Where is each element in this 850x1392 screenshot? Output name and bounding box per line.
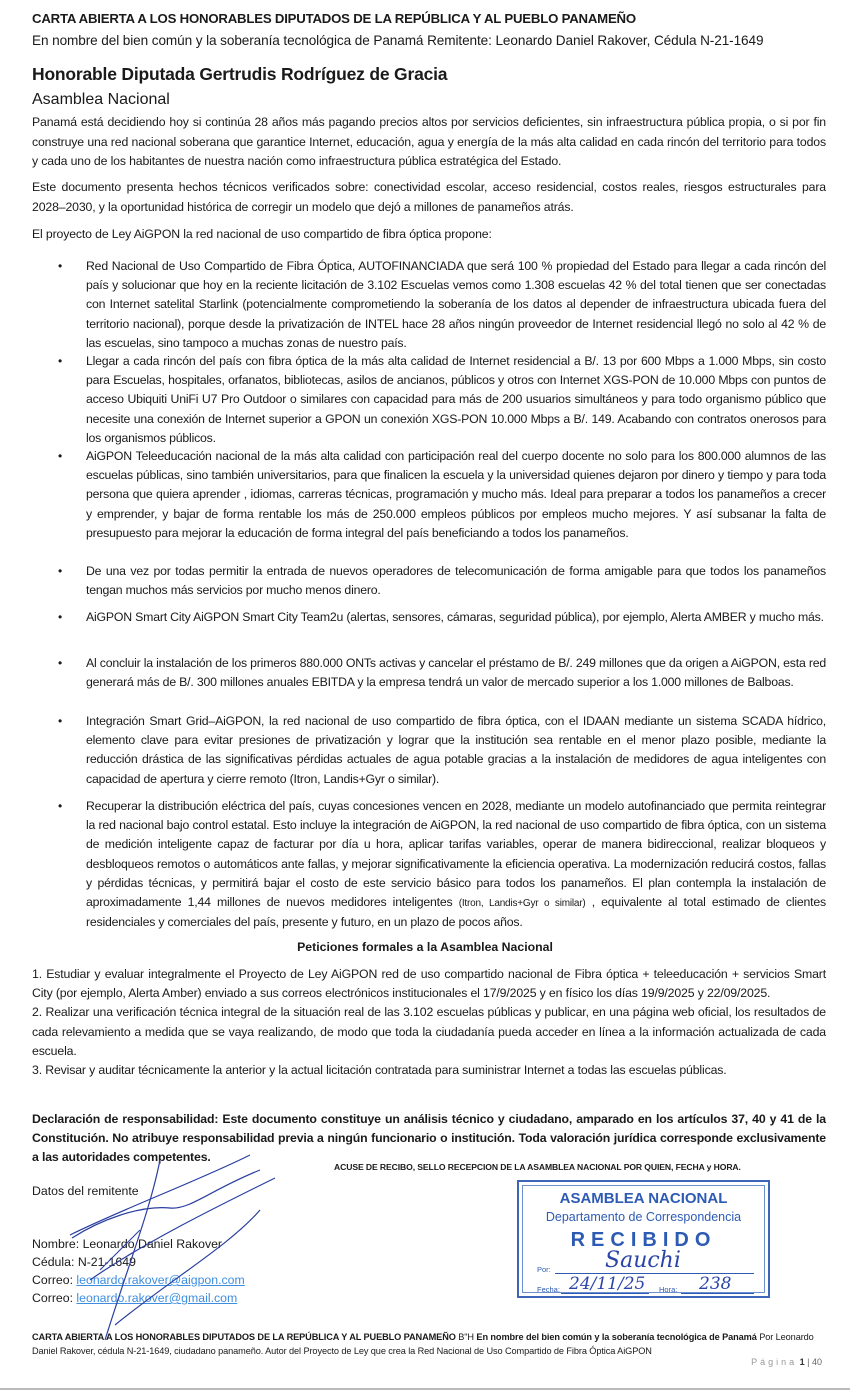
sender-heading: Datos del remitente (32, 1184, 139, 1198)
bullet-icon: • (58, 799, 63, 813)
list-item (58, 608, 826, 627)
letter-subtitle: En nombre del bien común y la soberanía tecnológica de Panamá Remitente: Leonardo Daniel Rakover, Cédula N-21-1649 (32, 33, 764, 48)
petition-item: 2. Realizar una verificación técnica integral de la situación real de las 3.102 escuelas públicas y publicar, en una página web oficial, los resultados de cada relevamiento a medida que se vaya realizando, de modo que toda la ciudadanía pueda acceder en línea a la información actualizada de cada escuela. (32, 1005, 826, 1058)
footer-title: CARTA ABIERTA A LOS HONORABLES DIPUTADOS DE LA REPÚBLICA Y AL PUEBLO PANAMEÑO (32, 1332, 456, 1342)
stamp-por-handwriting: Sauchi (605, 1248, 681, 1273)
acknowledgement-caption: ACUSE DE RECIBO, SELLO RECEPCION DE LA ASAMBLEA NACIONAL POR QUIEN, FECHA y HORA. (334, 1162, 741, 1172)
list-item (58, 562, 826, 600)
sender-name-label: Nombre: (32, 1237, 83, 1251)
page-bottom-edge (0, 1388, 850, 1390)
responsibility-declaration: Declaración de responsabilidad: Este documento constituye un análisis técnico y ciudadano, amparado en los artículos 37, 40 y 41 de la Constitución. No atribuye responsabilidad previa a ningún funcionario o institución. Toda valoración jurídica corresponde exclusivamente a las autoridades competentes. (32, 1112, 826, 1164)
footer-subtitle: En nombre del bien común y la soberanía tecnológica de Panamá (476, 1332, 757, 1342)
list-item-text: AiGPON Smart City AiGPON Smart City Team2u (alertas, sensores, cámaras, seguridad pública), por ejemplo, Alerta AMBER y mucho más. (86, 610, 824, 624)
page-total: 40 (811, 1357, 822, 1367)
list-item-text: , equivalente al total estimado de clientes residenciales y comerciales del país, presente y futuro, en un plazo de pocos años. (86, 895, 826, 930)
intro-paragraph: Este documento presenta hechos técnicos verificados sobre: conectividad escolar, acceso residencial, costos reales, riesgos estructurales para 2028–2030, y la oportunidad histórica de corregir un modelo que dejó a millones de panameños atrás. (32, 180, 826, 214)
list-item-text: Al concluir la instalación de los primeros 880.000 ONTs activas y cancelar el préstamo de B/. 249 millones que da origen a AiGPON, esta red generará más de B/. 300 millones anuales EBITDA y la empresa tendrá un valor de mercado superior a los 1.000 millones de Balboas. (86, 656, 826, 690)
stamp-por-label: Por: (537, 1265, 551, 1274)
proposals-lead: El proyecto de Ley AiGPON la red nacional de uso compartido de fibra óptica propone: (32, 227, 492, 241)
stamp-fecha-handwriting: 24/11/25 (569, 1274, 646, 1294)
list-item (58, 257, 826, 353)
page-footer (32, 1330, 826, 1358)
page-current: 1 (799, 1357, 805, 1367)
list-item (58, 797, 826, 932)
petition-item: 1. Estudiar y evaluar integralmente el Proyecto de Ley AiGPON red de uso compartido nacional de Fibra óptica + teleeducación + servicios Smart City (por ejemplo, Alerta Amber) enviado a sus correos electrónicos institucionales el 17/9/2025 y en físico los días 19/9/2025 y 22/09/2025. (32, 967, 826, 1001)
bullet-icon: • (58, 449, 63, 463)
sender-email-label: Correo: (32, 1291, 77, 1305)
petitions-list (32, 965, 826, 1080)
footer-text: B"H (455, 1332, 477, 1342)
sender-id: N-21-1649 (77, 1255, 136, 1269)
list-item (58, 447, 826, 543)
bullet-icon: • (58, 656, 63, 670)
stamp-hora-label: Hora: (659, 1285, 678, 1294)
addressee-name: Honorable Diputada Gertrudis Rodríguez de Gracia (32, 64, 448, 84)
list-item (58, 712, 826, 789)
sender-email-label: Correo: (32, 1273, 77, 1287)
list-item (58, 654, 826, 692)
stamp-received: RECIBIDO (570, 1229, 717, 1251)
addressee-organization: Asamblea Nacional (32, 91, 170, 108)
bullet-icon: • (58, 610, 63, 624)
petition-item: 3. Revisar y auditar técnicamente la anterior y la actual licitación contratada para suministrar Internet a todas las escuelas públicas. (32, 1063, 727, 1078)
list-item-note: (Itron, Landis+Gyr o similar) (458, 898, 586, 910)
sender-name: Leonardo Daniel Rakover (82, 1237, 223, 1251)
bullet-icon: • (58, 564, 63, 578)
reception-stamp (517, 1180, 770, 1298)
email-link[interactable]: leonardo.rakover@aigpon.com (76, 1273, 245, 1287)
list-item-text: Recuperar la distribución eléctrica del país, cuyas concesiones vencen en 2028, mediante un modelo autofinanciado que permita reintegrar la red nacional bajo control estatal. Esto incluye la integración de AiGPON, la red nacional de uso compartido de fibra óptica, con un sistema de medición inteligente capaz de facturar por día u hora, aplicar tarifas variables, operar de manera bidireccional, realizar bloqueos y desbloqueos remotos o automáticos ante fallas, y mejorar significativamente la eficiencia operativa. La modernización reducirá costos, fallas y pérdidas técnicas, y permitirá bajar el costo de este servicio básico para todos los panameños. El plan contempla la instalación de aproximadamente 1,44 millones de nuevos medidores inteligentes (86, 799, 826, 910)
stamp-institution: ASAMBLEA NACIONAL (559, 1190, 728, 1207)
letter-title: CARTA ABIERTA A LOS HONORABLES DIPUTADOS DE LA REPÚBLICA Y AL PUEBLO PANAMEÑO (32, 11, 636, 26)
stamp-fecha-label: Fecha: (537, 1285, 560, 1294)
list-item-text: Llegar a cada rincón del país con fibra óptica de la más alta calidad de Internet residencial a B/. 13 por 600 Mbps a 1.000 Mbps, sin costo para Escuelas, hospitales, orfanatos, bibliotecas, asilos de ancianos, públicos y otros con Internet XGS-PON de 10.000 Mbps con puntos de acceso Ubiquiti UniFi U7 Pro Outdoor o similares con capacidad para más de 200 usuarios simultáneos y para todo organismo público que necesite una conexión de Internet superior a GPON un conexión XGS-PON 10.000 Mbps a B/. 149. Acabando con contratos onerosos para los organismos públicos. (86, 354, 826, 445)
list-item-text: De una vez por todas permitir la entrada de nuevos operadores de telecomunicación de forma amigable para que todos los panameños tengan muchos más servicios por mucho menos dinero. (86, 564, 826, 598)
bullet-icon: • (58, 714, 63, 728)
stamp-hora-handwriting: 238 (699, 1274, 732, 1294)
intro-paragraph: Panamá está decidiendo hoy si continúa 28 años más pagando precios altos por servicios deficientes, sin infraestructura pública propia, o si por fin construye una red nacional soberana que garantice Internet, educación, agua y energía de la más alta calidad en cada rincón del territorio para todos y cada uno de los habitantes de nuestra nación como infraestructura pública estratégica del Estado. (32, 115, 826, 168)
bullet-icon: • (58, 354, 63, 368)
list-item-text: Red Nacional de Uso Compartido de Fibra Óptica, AUTOFINANCIADA que será 100 % propiedad del Estado para llegar a cada rincón del país y solucionar que hoy en la reciente licitación de 3.102 Escuelas vemos como 1.308 escuelas 42 % del total tienen que ser conectadas con Internet satelital Starlink (potencialmente comprometiendo la soberanía de los datos al depender de infraestructura ubicada fuera del territorio nacional), porque desde la privatización de INTEL hace 28 años ningún proveedor de Internet residencial llegó no solo al 42 % de las escuelas, sino tampoco a muchas zonas de nuestro país. (86, 259, 826, 350)
list-item (58, 352, 826, 448)
list-item-text: AiGPON Teleeducación nacional de la más alta calidad con participación real del cuerpo docente no solo para los 800.000 alumnos de las escuelas públicas, sino también universitarios, para que finalicen la escuela y la universidad quienes dejaron por dinero y tiempo y para toda persona que quiera aprender , idiomas, carreras técnicas, programación y mucho más. Ideal para preparar a todos los panameños a crecer y emprender, y bajar de forma rentable los más de 250.000 empleos públicos por empleos mucho mejores. Y así subsanar la falta de presupuesto para mejorar la educación de forma integral del país beneficiando a todos los panameños. (86, 449, 826, 540)
petitions-heading: Peticiones formales a la Asamblea Nacional (297, 940, 553, 954)
bullet-icon: • (58, 259, 63, 273)
page-separator: | (804, 1357, 812, 1367)
email-link[interactable]: leonardo.rakover@gmail.com (76, 1291, 238, 1305)
list-item-text: Integración Smart Grid–AiGPON, la red nacional de uso compartido de fibra óptica, con el IDAAN mediante un sistema SCADA hídrico, elemento clave para evitar presiones de privatización y lograr que la institución sea rentable en el menor plazo posible, mediante la reducción drástica de las significativas pérdidas actuales de agua potable gracias a la instalación de medidores de agua inteligentes con capacidad de apertura y cierre remoto (Itron, Landis+Gyr o similar). (86, 714, 826, 786)
page-word: Página (751, 1357, 798, 1367)
sender-id-label: Cédula: (32, 1255, 78, 1269)
handwritten-signature (60, 1150, 320, 1340)
stamp-department: Departamento de Correspondencia (545, 1210, 742, 1224)
page-number (751, 1357, 822, 1367)
footer-text: Por Leonardo Daniel Rakover, cédula N-21-1649, ciudadano panameño. Autor del Proyecto de Ley que crea la Red Nacional de Uso Compartido de Fibra Óptica AiGPON (32, 1332, 814, 1356)
